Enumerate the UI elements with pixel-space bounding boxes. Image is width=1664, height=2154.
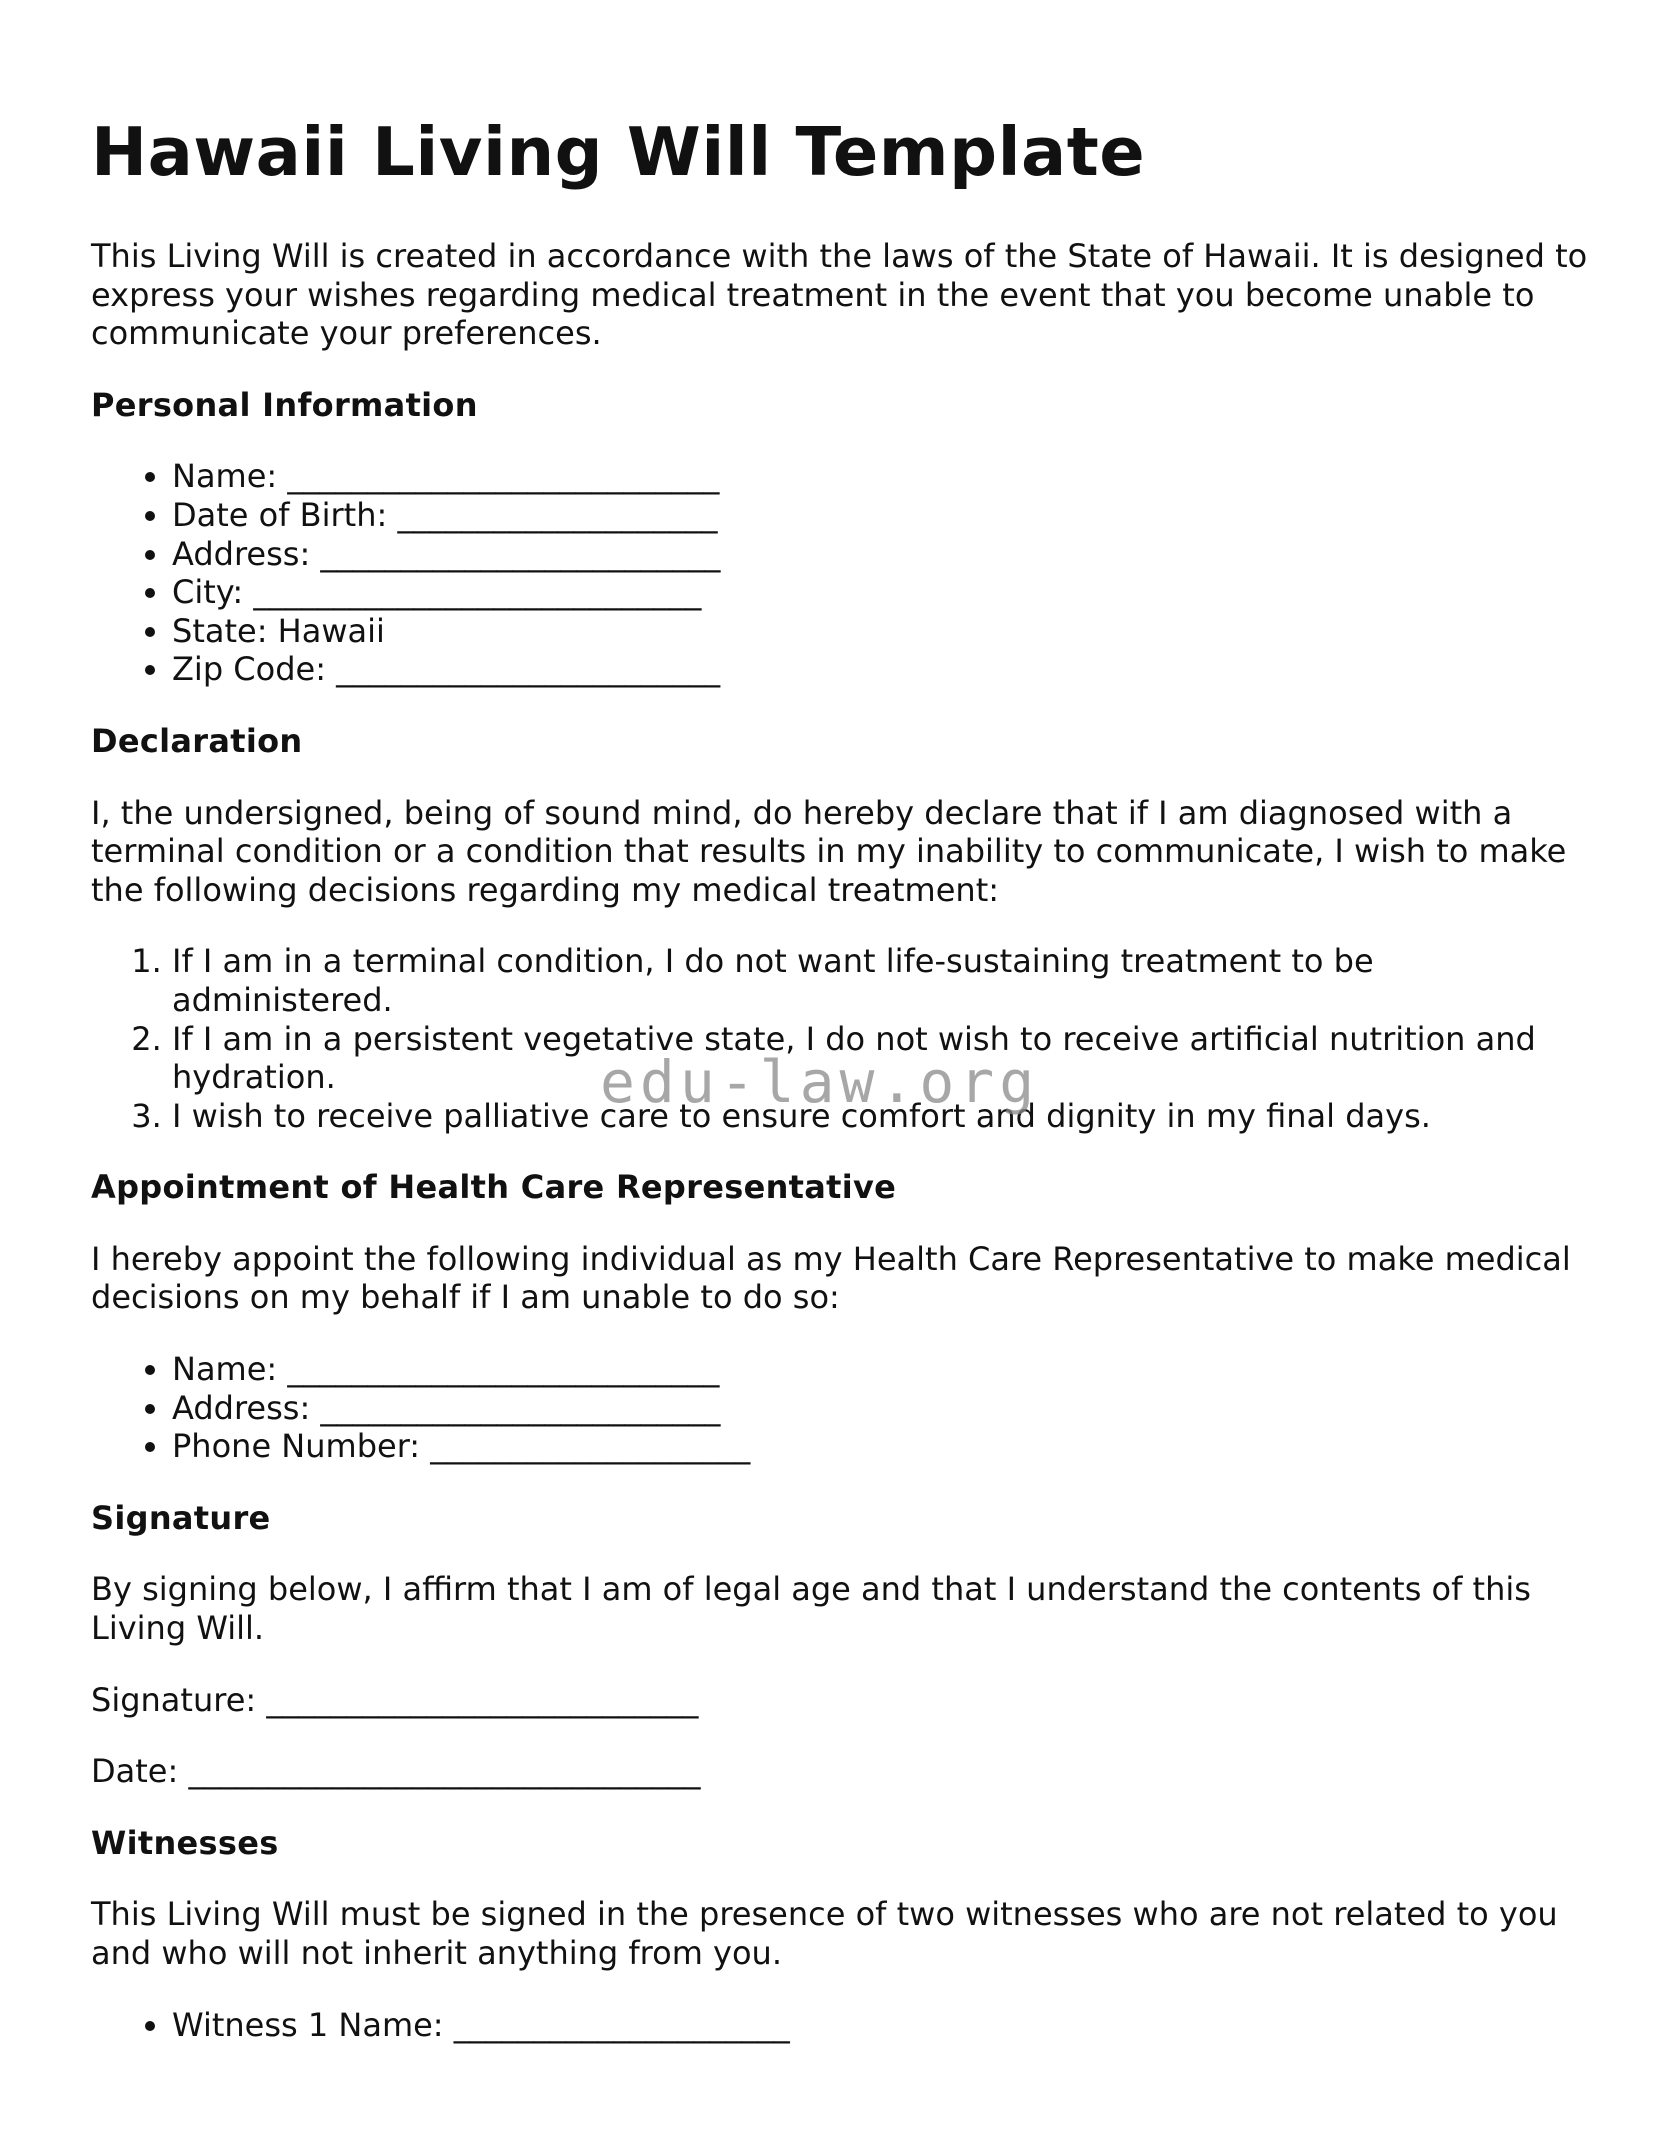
- representative-paragraph: I hereby appoint the following individual as my Health Care Representative to make medical decisions on my behalf if I am unable to do so:: [91, 1239, 1571, 1317]
- field-label: Address:: [172, 1388, 311, 1427]
- witness-1-name-field[interactable]: _____________________: [453, 2005, 790, 2044]
- field-label: Address:: [172, 534, 311, 573]
- personal-information-list: [91, 457, 1591, 689]
- personal-state-item: [172, 612, 1591, 651]
- field-label: Name:: [172, 457, 278, 496]
- signature-field[interactable]: ___________________________: [266, 1680, 699, 1719]
- witnesses-paragraph: This Living Will must be signed in the presence of two witnesses who are not related to you and who will not inherit anything from you.: [91, 1895, 1558, 1972]
- address-field[interactable]: _________________________: [320, 534, 721, 573]
- field-label: State:: [172, 611, 268, 650]
- representative-address-item: [172, 1389, 1591, 1428]
- representative-address-field[interactable]: _________________________: [320, 1388, 721, 1427]
- page-title: Hawaii Living Will Template: [91, 113, 1146, 191]
- field-label: Date of Birth:: [172, 495, 388, 534]
- personal-name-item: [172, 457, 1591, 496]
- signature-heading: Signature: [91, 1498, 271, 1537]
- field-label: Date:: [91, 1752, 179, 1791]
- personal-address-item: [172, 535, 1591, 574]
- witnesses-list: [91, 2006, 1591, 2045]
- date-of-birth-field[interactable]: ____________________: [397, 495, 718, 534]
- witnesses-heading: Witnesses: [91, 1823, 279, 1862]
- zip-code-field[interactable]: ________________________: [336, 650, 721, 689]
- name-field[interactable]: ___________________________: [287, 457, 720, 496]
- representative-phone-field[interactable]: ____________________: [430, 1427, 751, 1466]
- city-field[interactable]: ____________________________: [253, 573, 702, 612]
- field-label: Phone Number:: [172, 1427, 421, 1466]
- field-label: Name:: [172, 1350, 278, 1389]
- personal-dob-item: [172, 496, 1591, 535]
- date-line: [91, 1752, 1591, 1791]
- date-field[interactable]: ________________________________: [188, 1752, 701, 1791]
- declaration-item-2: 2. If I am in a persistent vegetative state, I do not wish to receive artificial nutrition and hydration.: [172, 1020, 1591, 1097]
- representative-phone-item: [172, 1427, 1591, 1466]
- intro-paragraph: This Living Will is created in accordance with the laws of the State of Hawaii. It is designed to express your wishes regarding medical treatment in the event that you become unable to communicate your preferences.: [91, 237, 1588, 353]
- representative-list: [91, 1350, 1591, 1466]
- representative-name-field[interactable]: ___________________________: [287, 1350, 720, 1389]
- personal-zip-item: [172, 650, 1591, 689]
- declaration-heading: Declaration: [91, 721, 303, 760]
- watermark: edu-law.org: [600, 1048, 1040, 1116]
- field-label: Zip Code:: [172, 650, 326, 689]
- signature-line: [91, 1681, 1591, 1720]
- representative-heading: Appointment of Health Care Representative: [91, 1168, 897, 1207]
- representative-name-item: [172, 1350, 1591, 1389]
- signature-paragraph: By signing below, I affirm that I am of legal age and that I understand the contents of this Living Will.: [91, 1570, 1531, 1648]
- personal-city-item: [172, 573, 1591, 612]
- declaration-item-3: 3. I wish to receive palliative care to ensure comfort and dignity in my final days.: [172, 1097, 1591, 1136]
- witness-1-item: [172, 2006, 1591, 2045]
- field-label: City:: [172, 573, 244, 612]
- declaration-item-1: 1. If I am in a terminal condition, I do not want life-sustaining treatment to be administered.: [172, 942, 1591, 1019]
- declaration-paragraph: I, the undersigned, being of sound mind, do hereby declare that if I am diagnosed with a terminal condition or a condition that results in my inability to communicate, I wish to make the following decisions regarding my medical treatment:: [91, 793, 1567, 909]
- state-value: Hawaii: [277, 611, 385, 650]
- field-label: Witness 1 Name:: [172, 2005, 444, 2044]
- personal-information-heading: Personal Information: [91, 385, 478, 424]
- field-label: Signature:: [91, 1680, 257, 1719]
